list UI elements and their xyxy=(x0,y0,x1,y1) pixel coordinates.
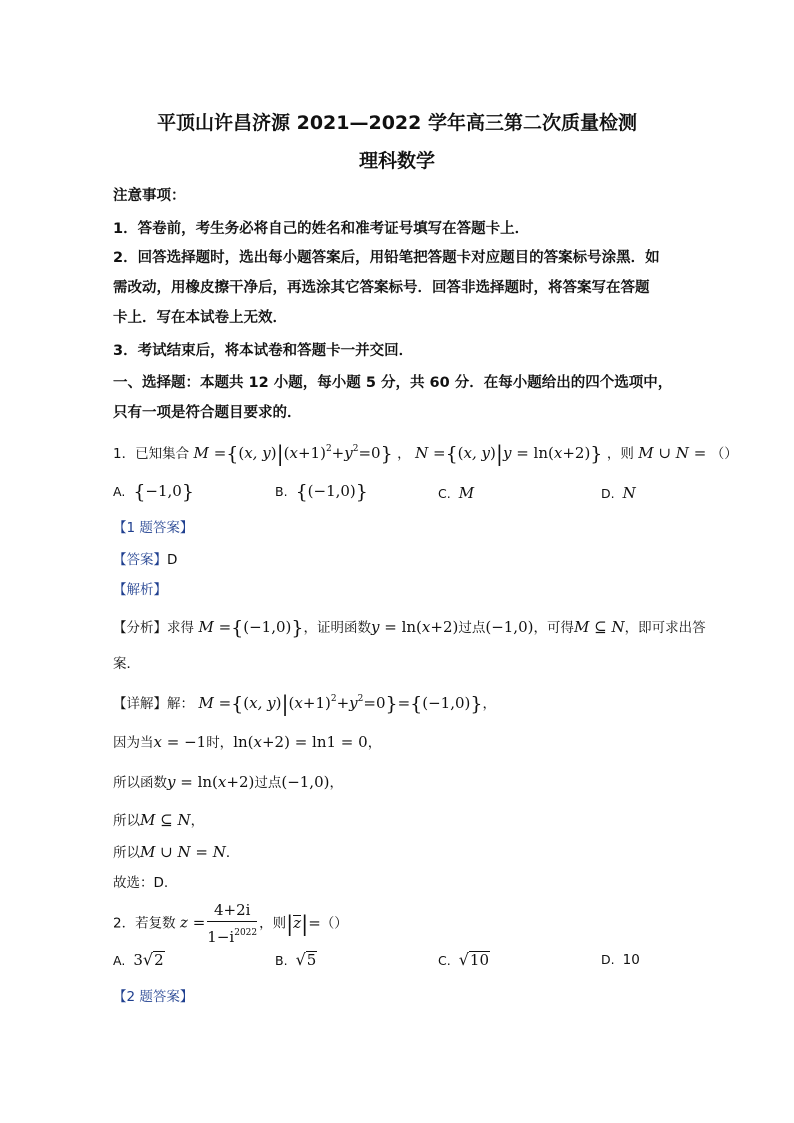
notice-item-2-line-3: 卡上．写在本试卷上无效． xyxy=(113,310,287,326)
q2-option-b: B. √5 xyxy=(275,950,317,969)
q1-option-b: B. {(−1,0)} xyxy=(275,481,368,503)
q2-option-c: C. √10 xyxy=(438,950,489,969)
notice-item-2-line-2: 需改动，用橡皮擦干净后，再选涂其它答案标号．回答非选择题时，将答案写在答题 xyxy=(113,280,650,296)
question-1-stem: 1．已知集合 M ={(x, $y)|(x+1)^2+y^2=0$} ， N ={(x, y)|y = ln(x+2)} ，则 M ∪ N = （） xyxy=(113,442,738,466)
notice-item-1: 1．答卷前，考生务必将自己的姓名和准考证号填写在答题卡上． xyxy=(113,221,530,237)
section-intro-line-1: 一、选择题：本题共 12 小题，每小题 5 分，共 60 分．在每小题给出的四个选项中， xyxy=(113,375,673,391)
notice-heading: 注意事项： xyxy=(113,188,186,204)
q1-detail-line-1: 【详解】解： M ={(x, $y)|(x+1)^2+y^2=0\}=\{(-1,0)\}$， xyxy=(113,692,496,716)
q1-answer: 【答案】D xyxy=(113,552,178,568)
section-intro-line-2: 只有一项是符合题目要求的． xyxy=(113,405,302,421)
q1-answer-tag: 【1 题答案】 xyxy=(113,520,194,536)
q1-detail-line-2: 因为当x = −1时，ln(x+2) = ln1 = 0， xyxy=(113,733,382,751)
complex-fraction: $\frac{4+2i}{1-i^{2022}}$ xyxy=(207,901,258,946)
set-m-definition: M ={(x, $y)|(x+1)^2+y^2=0$} xyxy=(193,442,393,466)
q1-option-a: A. {−1,0} xyxy=(113,481,194,503)
exam-subtitle: 理科数学 xyxy=(358,150,435,172)
q1-detail-line-4: 所以M ⊆ N， xyxy=(113,811,205,829)
q1-fenxi-line-1: 【分析】求得 M ={(−1,0)}，证明函数y = ln(x+2)过点(−1,0)，可得M ⊆ N，即可求出答 xyxy=(113,617,706,639)
notice-item-2-line-1: 2．回答选择题时，选出每小题答案后，用铅笔把答题卡对应题目的答案标号涂黑．如 xyxy=(113,250,660,266)
q2-option-d: D. 10 xyxy=(601,952,640,968)
exam-title: 平顶山许昌济源 2021—2022 学年高三第二次质量检测 xyxy=(157,112,637,134)
q1-analysis-label: 【解析】 xyxy=(113,582,167,598)
q1-option-d: D. N xyxy=(601,484,636,502)
set-n-definition: N ={(x, y)|y = ln(x+2)} xyxy=(415,442,603,466)
q1-choose: 故选：D. xyxy=(113,875,169,891)
question-2-stem: 2．若复数 z = $\frac{4+2i}{1-i^{2022}}$ ，则|z|=（） xyxy=(113,901,348,946)
q2-option-a: A. 3√2 xyxy=(113,950,164,969)
q2-answer-tag: 【2 题答案】 xyxy=(113,989,194,1005)
q1-fenxi-line-2: 案． xyxy=(113,656,140,672)
notice-item-3: 3．考试结束后，将本试卷和答题卡一并交回． xyxy=(113,343,414,359)
q1-detail-line-3: 所以函数y = ln(x+2)过点(−1,0)， xyxy=(113,773,343,791)
q1-option-c: C. M xyxy=(438,484,475,502)
q1-detail-line-5: 所以M ∪ N = N． xyxy=(113,843,240,861)
